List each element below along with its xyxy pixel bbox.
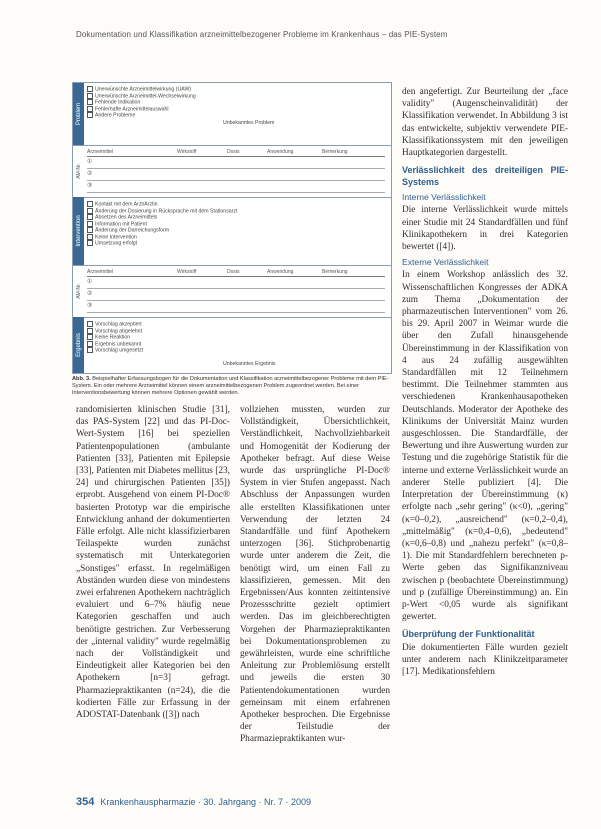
problem-check-1: Unerwünschte Arzneimittelwirkung (UAW) xyxy=(95,86,192,93)
col-header-dose: Dosis xyxy=(227,269,240,275)
caption-lead: Abb. 3. xyxy=(72,376,91,382)
table-row[interactable]: ② xyxy=(87,169,385,181)
heading-functionality: Überprüfung der Funktionalität xyxy=(402,629,535,640)
page-footer xyxy=(76,796,311,808)
result-check-4: Ergebnis unbekannt xyxy=(95,341,142,348)
problem-free-label: Unbekanntes Problem xyxy=(223,120,275,126)
problem-checkboxes xyxy=(87,86,196,119)
problem-check-4: Fehlerhafte Arzneimittelauswahl xyxy=(95,106,169,113)
problem-label: Problem xyxy=(75,102,82,126)
figure-caption xyxy=(72,376,392,397)
col-header-application: Anwendung xyxy=(267,269,294,275)
result-check-5: Vorschlag umgesetzt xyxy=(95,347,144,354)
result-section xyxy=(73,317,391,373)
drug-table-2 xyxy=(73,265,391,318)
drug-table-1 xyxy=(73,145,391,198)
col3-functionality-paragraph: Die dokumentierten Fälle wurden gezielt unter anderem nach Klinikzeitparameter [17]. Medikationsfehlern xyxy=(402,642,568,678)
col-header-drug: Arzneimittel xyxy=(87,269,114,275)
col-header-substance: Wirkstoff xyxy=(177,269,197,275)
col-header-application: Anwendung xyxy=(267,149,294,155)
drug-table-1-label: AM-Nr. xyxy=(75,163,82,179)
problem-check-3: Fehlende Indikation xyxy=(95,99,141,106)
problem-sidebar xyxy=(73,83,84,145)
col-header-dose: Dosis xyxy=(227,149,240,155)
result-checkboxes xyxy=(87,321,143,354)
col-header-substance: Wirkstoff xyxy=(177,149,197,155)
caption-text: Beispielhafter Erfassungsbogen für die Dokumentation und Klassifikation arzneimittelbezogener Probleme mit dem PIE-System. Ein oder mehrere Arzneimittel können einem arzneimittelbezogenen Problem zugeordnet werden. Bei einer Interventionsbewertung können mehrere Optionen gewählt werden. xyxy=(72,376,389,396)
running-head: Dokumentation und Klassifikation arzneimittelbezogener Probleme im Krankenhaus – das PIE-System xyxy=(76,30,448,39)
col-header-drug: Arzneimittel xyxy=(87,149,114,155)
col-header-remark: Bemerkung xyxy=(322,149,348,155)
result-label: Ergebnis xyxy=(75,333,82,357)
intervention-sidebar xyxy=(73,197,84,265)
intervention-check-6: Keine Intervention xyxy=(95,234,137,241)
table-row[interactable]: ③ xyxy=(87,181,385,193)
text-column-3 xyxy=(402,86,568,678)
subheading-external: Externe Verlässlichkeit xyxy=(402,257,489,268)
col3-external-paragraph: In einem Workshop anlässlich des 32. Wissenschaftlichen Kongresses der ADKA zum Thema „Dokumentation der pharmazeutischen Interventionen" vom 26. bis 29. April 2007 in Weimar wurde die über den Zufall hinausgehende Übereinstimmung in der Klassifikation von 4 aus 24 zufällig ausgewählten Standardfällen mit 12 Teilnehmern bestimmt. Die Teilnehmer stammten aus verschiedenen Krankenhausapotheken Deutschlands. Moderator der Apotheke des Klinikums der Universität Mainz wurden ausgeschlossen. Die Standardfälle, der Bewertung und ihre Auswertung wurden zur Testung und die zugehörige Statistik für die interne und externe Verlässlichkeit wurde an anderer Stelle publiziert [4]. Die Interpretation der Übereinstimmung (κ) erfolgte nach „sehr gering" (κ<0), „gering" (κ=0–0,2), „ausreichend" (κ=0,2–0,4), „mittelmäßig" (κ=0,4–0,6), „bedeutend" (κ=0,6–0,8) und „nahezu perfekt" (κ=0,8–1). Die mit Standardfehlern berechneten p-Werte geben das Signifikanzniveau zwischen p (beobachtete Übereinstimmung) und p (zufällige Übereinstimmung) an. Ein p-Wert <0,05 wurde als signifikant gewertet. xyxy=(402,270,568,623)
result-sidebar xyxy=(73,317,84,373)
result-check-2: Vorschlag abgelehnt xyxy=(95,327,143,334)
table-row[interactable]: ③ xyxy=(87,301,385,313)
intervention-check-7: Umsetzung erfolgt xyxy=(95,240,138,247)
result-free-label: Unbekanntes Ergebnis xyxy=(223,361,276,367)
table-row[interactable]: ① xyxy=(87,157,385,169)
col2-paragraph: vollziehen mussten, wurden zur Vollständigkeit, Übersichtlichkeit, Verständlichkeit, Nachvollziehbarkeit und Homogenität der Kodierung der Apotheker befragt. Auf diese Weise wurde das ursprüngliche PI-Doc® System in vier Stufen angepasst. Nach Abschluss der Anpassungen wurden alle erstellten Klassifikationen unter Verwendung der letzten 24 Standardfälle und fünf Apothekern unterzogen [36]. Stichprobenartig wurde unter anderem die Zeit, die benötigt wird, um einen Fall zu klassifizieren, gemessen. Mit den Ergebnissen/Aus konnten zeitintensive Prozessschritte gezielt optimiert werden. Das im gleichberechtigten Vorgehen der Pharmaziepraktikanten bei Dokumentationsproblemen zu gewährleisten, wurde eine schriftliche Anleitung zur Problemlösung erstellt und jeweils die ersten 30 Patientendokumentationen wurden gemeinsam mit einem erfahrenen Apotheker besprochen. Die Ergebnisse der Teilstudie der Pharmaziepraktikanten wur- xyxy=(240,405,390,745)
table-row[interactable]: ② xyxy=(87,289,385,301)
intervention-check-2: Änderung der Dosierung in Rücksprache mit dem Stationsarzt xyxy=(95,207,238,214)
intervention-checkboxes xyxy=(87,201,237,247)
intervention-check-5: Änderung der Darreichungsform xyxy=(95,227,170,234)
drug-table-2-label: AM-Nr. xyxy=(75,283,82,299)
col1-paragraph: randomisierten klinischen Studie [31], das PAS-System [22] und das PI-Doc-Wert-System [16] bei speziellen Patientenpopulationen (ambulante Patienten [33], Patienten mit Epilepsie [33], Patienten mit Diabetes mellitus [23, 24] und chirurgischen Patienten [35]) erprobt. Ausgehend von einem PI-Doc® basierten Prototyp war die empirische Entwicklung anhand der dokumentierten Fälle erfolgt. Alle nicht klassifizierbaren Teilaspekte wurden zunächst systematisch mit Unterkategorien „Sonstiges" erfasst. In regelmäßigen Abständen wurden diese von mindestens zwei erfahrenen Apothekern nachträglich evaluiert und 6–7% häufig neue Kategorien geschaffen und auch benötigte gestrichen. Zur Verbesserung der „internal validity" wurde regelmäßig nach der Vollständigkeit und Eindeutigkeit aller Kategorien bei den Apothekern [n=3] gefragt. Pharmaziepraktikanten (n=24), die die kodierten Fälle zur Erfassung in der ADOSTAT-Datenbank ([3]) nach xyxy=(76,405,230,721)
intervention-label: Intervention xyxy=(75,215,82,247)
col-header-remark: Bemerkung xyxy=(322,269,348,275)
col3-internal-paragraph: Die interne Verlässlichkeit wurde mittels einer Studie mit 24 Standardfällen und fünf Klinikapothekern in drei Kategorien bewertet ([4]). xyxy=(402,205,568,253)
problem-check-2: Unerwünschte Arzneimittel-Wechselwirkung xyxy=(95,92,196,99)
result-check-1: Vorschlag akzeptiert xyxy=(95,321,142,328)
text-column-2 xyxy=(240,404,390,746)
text-column-1 xyxy=(76,404,230,721)
journal-citation: Krankenhauspharmazie · 30. Jahrgang · Nr. 7 · 2009 xyxy=(100,797,311,807)
intervention-section xyxy=(73,197,391,266)
page-number: 354 xyxy=(76,796,95,808)
intervention-check-1: Kontakt mit dem Arzt/Arztin xyxy=(95,201,158,208)
result-check-3: Keine Reaktion xyxy=(95,334,131,341)
subheading-internal: Interne Verlässlichkeit xyxy=(402,192,486,203)
pie-form-figure xyxy=(72,82,392,374)
problem-section xyxy=(73,83,391,146)
col3-intro: den angefertigt. Zur Beurteilung der „face validity" (Augenscheinvalidität) der Klassifikation verwendet. In Abbildung 3 ist das entwickelte, subjektiv verwendete PIE-Klassifikationssystem mit den jeweiligen Hauptkategorien dargestellt. xyxy=(402,87,568,159)
problem-check-5: Andere Probleme xyxy=(95,112,136,119)
table-row[interactable]: ① xyxy=(87,277,385,289)
heading-reliability: Verlässlichkeit des dreiteiligen PIE-Systems xyxy=(402,165,568,187)
intervention-check-3: Absetzen des Arzneimittels xyxy=(95,214,158,221)
intervention-check-4: Information mit Patient xyxy=(95,221,147,228)
